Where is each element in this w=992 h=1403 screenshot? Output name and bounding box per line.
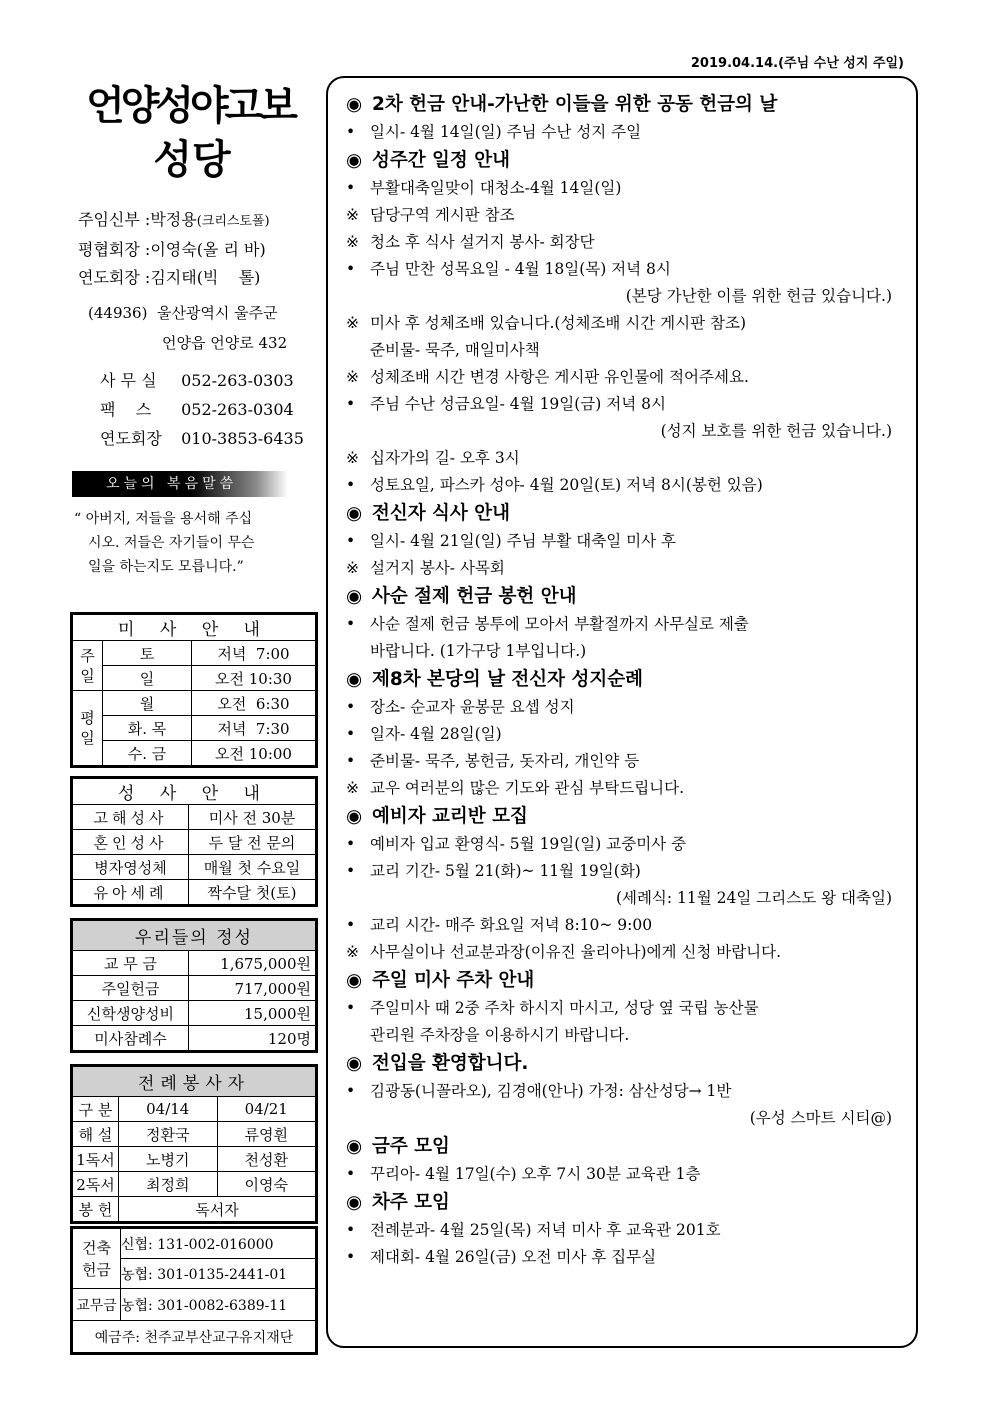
notice-text: 미사 후 성체조배 있습니다.(성체조배 시간 게시판 참조) [370,314,746,332]
minister-role: 해 설 [73,1122,119,1147]
notice-text: 장소- 순교자 윤봉문 요셉 성지 [370,698,575,716]
notice-line [346,638,906,665]
notice-line [346,1161,906,1188]
notice-text: 주님 수난 성금요일- 4월 19일(금) 저녁 8시 [370,395,666,413]
sacraments-title: 성 사 안 내 [73,779,316,805]
bullet-icon: ※ [346,779,359,797]
minister-name: 최정희 [119,1172,218,1197]
mass-day: 일 [103,666,192,691]
minister-role: 봉 헌 [73,1197,119,1222]
bullet-icon: ※ [346,559,359,577]
staff-extra: (올 리 바) [196,240,266,259]
ministers-header: 04/14 [119,1097,218,1122]
notice-text: 성토요일, 파스카 성야- 4월 20일(토) 저녁 8시(봉헌 있음) [370,476,763,494]
bullet-icon: • [346,1248,356,1266]
bullseye-icon: ◉ [346,503,363,524]
bullet-icon: • [346,260,356,278]
tithe-label: 교무금 [73,1289,121,1321]
notice-line [346,748,906,775]
bullet-icon: ※ [346,314,359,332]
contact-row [100,366,314,395]
gospel-line: “ 아버지, 저들을 용서해 주십 [74,511,253,527]
notice-text: 전례분과- 4월 25일(목) 저녁 미사 후 교육관 201호 [370,1221,721,1239]
contact-list [70,366,314,453]
offering-value: 15,000원 [189,1001,316,1026]
bullet-icon: ※ [346,449,359,467]
notice-line [346,1105,906,1132]
notice-text: 사순 절제 헌금 봉투에 모아서 부활절까지 사무실로 제출 [370,615,749,633]
notice-line [346,364,906,391]
notice-line [346,858,906,885]
contact-label: 팩 스 [100,400,152,419]
notice-text: 바랍니다. (1가구당 1부입니다.) [370,642,587,660]
notice-heading [346,146,906,175]
accounts-table [70,1226,318,1355]
sacrament-name: 유아세례 [73,880,189,905]
bullet-icon: • [346,123,356,141]
notice-text: 제대회- 4월 26일(금) 오전 미사 후 집무실 [370,1248,657,1266]
building-fund-label: 건축 헌금 [73,1229,121,1289]
notice-line [346,995,906,1022]
notice-heading [346,802,906,831]
notice-line [346,912,906,939]
ministers-title: 전례봉사자 [73,1067,316,1097]
bullet-icon: • [346,752,356,770]
minister-role: 2독서 [73,1172,119,1197]
notice-text: 관리원 주차장을 이용하시기 바랍니다. [370,1026,630,1044]
notice-line [346,256,906,283]
notice-line [346,445,906,472]
notice-line [346,472,906,499]
bullet-icon: • [346,615,356,633]
mass-day: 수. 금 [103,741,192,766]
notice-line [346,528,906,555]
sacraments-table [70,776,318,907]
notice-text: (세례식: 11월 24일 그리스도 왕 대축일) [615,889,892,907]
weekday-label: 평일 [73,691,103,766]
notice-line [346,1078,906,1105]
minister-role: 1독서 [73,1147,119,1172]
bullet-icon: • [346,1165,356,1183]
minister-name: 이영숙 [217,1172,316,1197]
address-line: 언양읍 언양로 432 [162,334,288,352]
notice-line [346,202,906,229]
bulletin-date: 2019.04.14.(주님 수난 성지 주일) [690,56,904,71]
mass-time: 저녁 7:30 [192,716,316,741]
notice-line [346,721,906,748]
notice-text: 주님 만찬 성목요일 - 4월 18일(목) 저녁 8시 [370,260,671,278]
mass-day: 화. 목 [103,716,192,741]
staff-name: :이영숙 [144,240,197,259]
notice-line [346,939,906,966]
notice-text: 일시- 4월 21일(일) 주님 부활 대축일 미사 후 [370,532,677,550]
account-number: 신협: 131-002-016000 [121,1229,316,1259]
ministers-header: 04/21 [217,1097,316,1122]
bullet-icon: • [346,862,356,880]
notice-text: 준비물- 묵주, 봉헌금, 돗자리, 개인약 등 [370,752,640,770]
mass-time: 오전 10:30 [192,666,316,691]
address-line: (44936) 울산광역시 울주군 [88,304,278,322]
sacrament-name: 고해성사 [73,805,189,830]
offering-name: 교 무 금 [73,951,189,976]
notice-text: 교리 기간- 5월 21(화)~ 11월 19일(화) [370,862,641,880]
notice-text: 일시- 4월 14일(일) 주님 수난 성지 주일 [370,123,642,141]
gospel-heading: 오늘의 복음말씀 [72,471,288,497]
contact-value: 010-3853-6435 [181,429,304,448]
account-number: 농협: 301-0082-6389-11 [121,1289,316,1321]
notice-line [346,1217,906,1244]
notice-title: 전신자 식사 안내 [372,503,510,524]
notice-heading [346,966,906,995]
parish-subtitle: 성당 [153,137,231,183]
bullet-icon: • [346,179,356,197]
notice-text: (성지 보호를 위한 헌금 있습니다.) [660,422,892,440]
notice-line [346,611,906,638]
minister-name: 천성환 [217,1147,316,1172]
mass-table [70,612,318,768]
parish-title: 언양성야고보 [86,83,294,129]
staff-extra: (크리스토폴) [196,214,270,229]
notice-text: (우성 스마트 시티@) [749,1109,892,1127]
staff-role: 연도회장 [78,268,140,287]
staff-row [78,206,314,236]
account-number: 농협: 301-0135-2441-01 [121,1259,316,1289]
offering-name: 미사참례수 [73,1026,189,1051]
notice-text: 준비물- 묵주, 매일미사책 [370,341,540,359]
offering-value: 717,000원 [189,976,316,1001]
minister-name: 정환국 [119,1122,218,1147]
notice-line [346,831,906,858]
bullet-icon: • [346,1221,356,1239]
notice-title: 주일 미사 주차 안내 [372,970,535,991]
bullseye-icon: ◉ [346,806,363,827]
bullet-icon: • [346,1082,356,1100]
sacrament-name: 병자영성체 [73,855,189,880]
account-holder: 예금주: 천주교부산교구유지재단 [73,1321,316,1353]
notice-text: 사무실이나 선교분과장(이유진 율리아나)에게 신청 바랍니다. [370,943,782,961]
minister-name: 독서자 [119,1197,316,1222]
notice-line [346,391,906,418]
notice-line [346,775,906,802]
notice-title: 차주 모임 [372,1192,450,1213]
bullet-icon: • [346,916,356,934]
sacrament-name: 혼인성사 [73,830,189,855]
address [70,298,314,358]
notice-heading [346,582,906,611]
contact-row [100,424,314,453]
notice-line [346,555,906,582]
notice-heading [346,1049,906,1078]
staff-list [70,206,314,292]
bullseye-icon: ◉ [346,1053,363,1074]
bullet-icon: • [346,725,356,743]
offerings-table [70,918,318,1053]
notice-heading [346,90,906,119]
bullet-icon: • [346,698,356,716]
left-column [70,80,314,579]
contact-label: 사 무 실 [100,371,157,390]
notice-line [346,885,906,912]
staff-role: 주임신부 [78,210,140,229]
notice-title: 예비자 교리반 모집 [372,806,528,827]
notice-heading [346,499,906,528]
notice-text: (본당 가난한 이를 위한 헌금 있습니다.) [625,287,892,305]
notice-text: 청소 후 식사 설거지 봉사- 회장단 [370,233,595,251]
bullet-icon: • [346,476,356,494]
offering-name: 신학생양성비 [73,1001,189,1026]
offerings-title: 우리들의 정성 [73,921,316,951]
bullet-icon: • [346,999,356,1017]
bullet-icon: ※ [346,206,359,224]
notice-title: 전입을 환영합니다. [372,1053,529,1074]
sacrament-value: 두 달 전 문의 [189,830,316,855]
mass-time: 저녁 7:00 [192,641,316,666]
minister-name: 류영훤 [217,1122,316,1147]
mass-time: 오전 6:30 [192,691,316,716]
sacrament-value: 매월 첫 수요일 [189,855,316,880]
notice-line [346,119,906,146]
notice-text: 십자가의 길- 오후 3시 [370,449,520,467]
notice-line [346,310,906,337]
bullet-icon: • [346,395,356,413]
notice-text: 예비자 입교 환영식- 5월 19일(일) 교중미사 중 [370,835,687,853]
bullseye-icon: ◉ [346,669,363,690]
notice-text: 꾸리아- 4월 17일(수) 오후 7시 30분 교육관 1층 [370,1165,701,1183]
staff-row [78,264,314,292]
gospel-line: 일을 하는지도 모릅니다.” [88,559,244,575]
bullseye-icon: ◉ [346,1136,363,1157]
ministers-table [70,1064,318,1224]
bullseye-icon: ◉ [346,586,363,607]
sacrament-value: 짝수달 첫(토) [189,880,316,905]
bullet-icon: • [346,532,356,550]
staff-row [78,236,314,264]
notice-line [346,283,906,310]
notice-text: 김광동(니꼴라오), 김경애(안나) 가정: 삼산성당→ 1반 [370,1082,732,1100]
gospel-line: 시오. 저들은 자기들이 무슨 [88,535,255,551]
notice-text: 일자- 4월 28일(일) [370,725,502,743]
staff-name: :박정용 [144,210,197,229]
bullseye-icon: ◉ [346,970,363,991]
notice-heading [346,665,906,694]
sacrament-value: 미사 전 30분 [189,805,316,830]
notice-heading [346,1188,906,1217]
offering-value: 1,675,000원 [189,951,316,976]
mass-time: 오전 10:00 [192,741,316,766]
bullseye-icon: ◉ [346,150,363,171]
staff-role: 평협회장 [78,240,140,259]
bullet-icon: • [346,835,356,853]
notice-heading [346,1132,906,1161]
gospel-text [70,507,314,579]
notice-line [346,418,906,445]
notice-text: 교리 시간- 매주 화요일 저녁 8:10~ 9:00 [370,916,653,934]
notice-text: 설거지 봉사- 사목회 [370,559,505,577]
staff-extra: (빅 톨) [196,268,261,287]
bullseye-icon: ◉ [346,1192,363,1213]
notice-text: 주일미사 때 2중 주차 하시지 마시고, 성당 옆 국립 농산물 [370,999,759,1017]
notice-title: 금주 모임 [372,1136,450,1157]
contact-label: 연도회장 [100,429,162,448]
notices-panel [326,76,918,1348]
mass-day: 월 [103,691,192,716]
contact-value: 052-263-0303 [181,371,294,390]
notice-line [346,229,906,256]
notice-title: 사순 절제 헌금 봉헌 안내 [372,586,577,607]
notice-line [346,1022,906,1049]
notice-line [346,337,906,364]
notice-text: 성체조배 시간 변경 사항은 게시판 유인물에 적어주세요. [370,368,749,386]
minister-name: 노병기 [119,1147,218,1172]
mass-day: 토 [103,641,192,666]
contact-row [100,395,314,424]
contact-value: 052-263-0304 [181,400,294,419]
sunday-label: 주일 [73,641,103,691]
notice-line [346,1244,906,1271]
mass-table-title: 미 사 안 내 [73,615,316,641]
notice-line [346,175,906,202]
staff-name: :김지태 [144,268,197,287]
offering-value: 120명 [189,1026,316,1051]
bullet-icon: ※ [346,368,359,386]
notice-line [346,694,906,721]
notice-text: 교우 여러분의 많은 기도와 관심 부탁드립니다. [370,779,685,797]
notice-title: 제8차 본당의 날 전신자 성지순례 [372,669,643,690]
ministers-header: 구 분 [73,1097,119,1122]
notice-text: 담당구역 게시판 참조 [370,206,515,224]
offering-name: 주일헌금 [73,976,189,1001]
bullseye-icon: ◉ [346,94,363,115]
bullet-icon: ※ [346,233,359,251]
notice-text: 부활대축일맞이 대청소-4월 14일(일) [370,179,622,197]
bullet-icon: ※ [346,943,359,961]
notice-title: 2차 헌금 안내-가난한 이들을 위한 공동 헌금의 날 [372,94,778,115]
notice-title: 성주간 일정 안내 [372,150,510,171]
